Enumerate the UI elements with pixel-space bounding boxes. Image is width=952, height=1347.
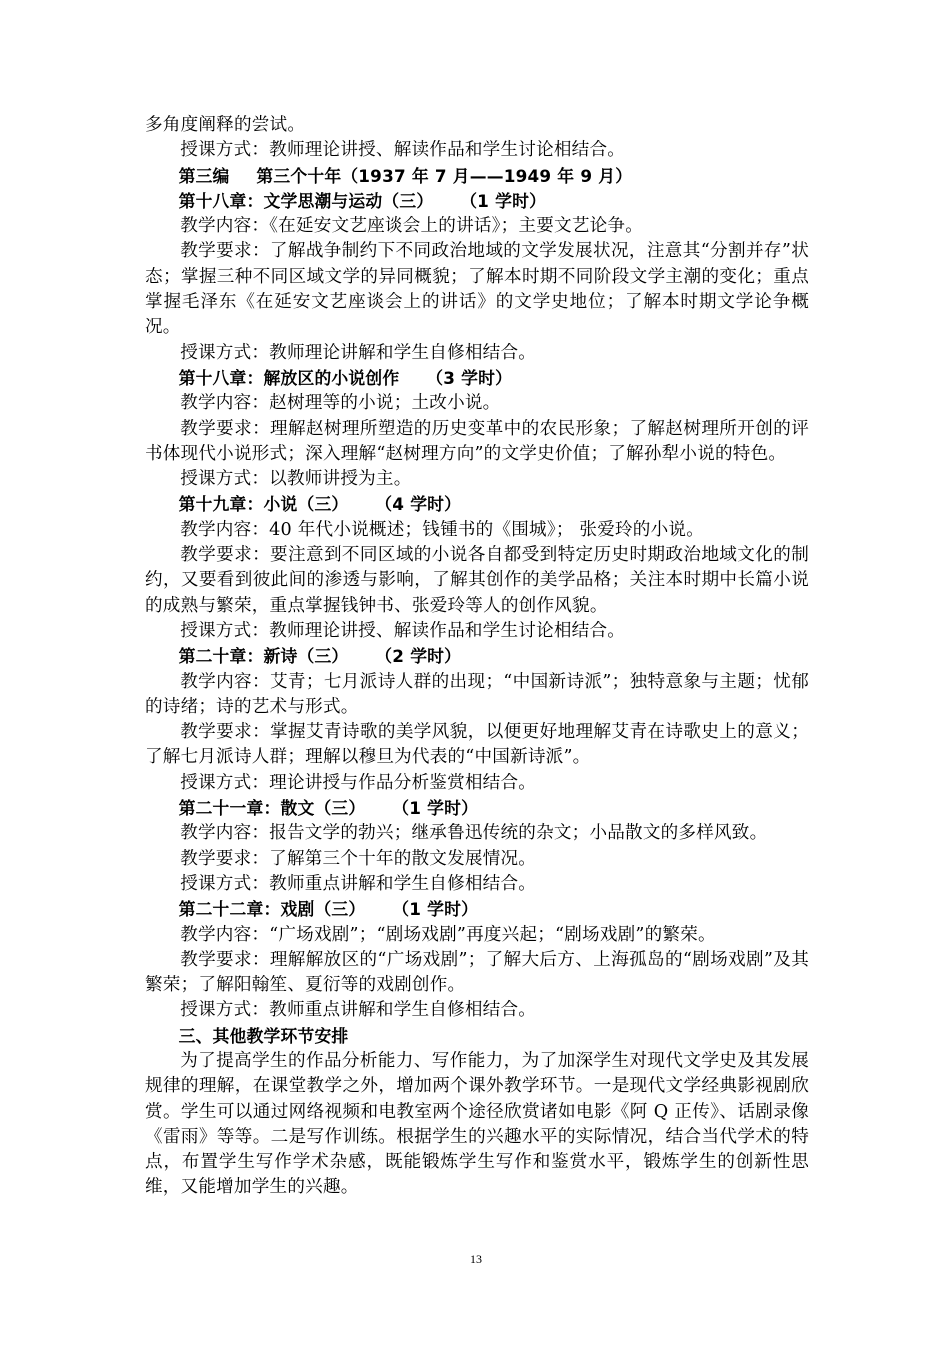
section-heading xyxy=(145,897,809,922)
heading-detail: 第三个十年（1937 年 7 月——1949 年 9 月） xyxy=(256,165,633,186)
heading-detail: （4 学时） xyxy=(375,494,462,515)
heading-detail: （1 学时） xyxy=(460,190,547,211)
heading-title: 第十八章：解放区的小说创作 xyxy=(178,367,400,388)
body-paragraph: 授课方式：教师理论讲授、解读作品和学生讨论相结合。 xyxy=(180,620,626,641)
heading-title: 第三编 xyxy=(178,165,230,186)
section-heading xyxy=(145,1024,809,1049)
page-number: 13 xyxy=(470,1252,482,1266)
body-paragraph: 教学内容：报告文学的勃兴；继承鲁迅传统的杂文；小品散文的多样风致。 xyxy=(180,823,768,844)
body-paragraph: 教学内容：“广场戏剧”；“剧场戏剧”再度兴起；“剧场戏剧”的繁荣。 xyxy=(180,924,716,945)
heading-detail: （1 学时） xyxy=(392,798,479,819)
section-heading xyxy=(145,492,809,517)
section-heading xyxy=(145,164,809,189)
body-paragraph: 多角度阐释的尝试。 xyxy=(145,115,306,135)
body-paragraph: 教学要求：了解第三个十年的散文发展情况。 xyxy=(180,848,537,869)
body-paragraph: 授课方式：教师重点讲解和学生自修相结合。 xyxy=(180,873,537,894)
section-heading xyxy=(145,644,809,669)
body-paragraph: 教学要求：理解解放区的“广场戏剧”；了解大后方、上海孤岛的“剧场戏剧”及其繁荣；了解阳翰笙、夏衍等的戏剧创作。 xyxy=(145,949,809,996)
heading-title: 第二十一章：散文（三） xyxy=(178,798,366,819)
body-paragraph: 教学要求：掌握艾青诗歌的美学风貌，以便更好地理解艾青在诗歌史上的意义；了解七月派诗人群；理解以穆旦为代表的“中国新诗派”。 xyxy=(145,722,809,768)
body-paragraph: 授课方式：教师理论讲授、解读作品和学生讨论相结合。 xyxy=(180,140,626,161)
heading-title: 第二十章：新诗（三） xyxy=(178,646,349,667)
body-paragraph: 教学内容：艾青；七月派诗人群的出现；“中国新诗派”；独特意象与主题；忧郁的诗绪；诗的艺术与形式。 xyxy=(145,671,809,717)
body-paragraph: 教学内容：《在延安文艺座谈会上的讲话》；主要文艺论争。 xyxy=(180,216,644,237)
heading-title: 第二十二章：戏剧（三） xyxy=(178,899,366,920)
body-paragraph: 教学内容：40 年代小说概述；钱锺书的《围城》； 张爱玲的小说。 xyxy=(180,519,704,540)
body-paragraph: 授课方式：以教师讲授为主。 xyxy=(180,469,412,490)
body-paragraph: 授课方式：教师理论讲解和学生自修相结合。 xyxy=(180,342,537,363)
heading-title: 第十九章：小说（三） xyxy=(178,494,349,515)
heading-detail: （3 学时） xyxy=(426,367,513,388)
section-heading xyxy=(145,366,809,391)
heading-title: 三、其他教学环节安排 xyxy=(178,1025,349,1046)
body-paragraph: 教学内容：赵树理等的小说；土改小说。 xyxy=(180,393,501,414)
body-paragraph: 教学要求：要注意到不同区域的小说各自都受到特定历史时期政治地域文化的制约，又要看到彼此间的渗透与影响，了解其创作的美学品格；关注本时期中长篇小说的成熟与繁荣，重点掌握钱钟书、张爱玲等人的创作风貌。 xyxy=(145,545,809,616)
document-body xyxy=(145,113,809,1201)
section-heading xyxy=(145,796,809,821)
heading-title: 第十八章：文学思潮与运动（三） xyxy=(178,190,434,211)
body-paragraph: 教学要求：了解战争制约下不同政治地域的文学发展状况，注意其“分割并存”状态；掌握三种不同区域文学的异同概貌；了解本时期不同阶段文学主潮的变化；重点掌握毛泽东《在延安文艺座谈会上的讲话》的文学史地位；了解本时期文学论争概况。 xyxy=(145,241,809,338)
body-paragraph: 教学要求：理解赵树理所塑造的历史变革中的农民形象；了解赵树理所开创的评书体现代小说形式；深入理解“赵树理方向”的文学史价值；了解孙犁小说的特色。 xyxy=(145,418,809,464)
body-paragraph: 授课方式：教师重点讲解和学生自修相结合。 xyxy=(180,1000,537,1021)
heading-detail: （2 学时） xyxy=(375,646,462,667)
section-heading xyxy=(145,189,809,214)
heading-detail: （1 学时） xyxy=(392,899,479,920)
body-paragraph: 为了提高学生的作品分析能力、写作能力，为了加深学生对现代文学史及其发展规律的理解，在课堂教学之外，增加两个课外教学环节。一是现代文学经典影视剧欣赏。学生可以通过网络视频和电教室两个途径欣赏诸如电影《阿 Q 正传》、话剧录像《雷雨》等等。二是写作训练。根据学生的兴趣水平的实际情况，结合当代学术的特点，布置学生写作学术杂感，既能锻炼学生写作和鉴赏水平，锻炼学生的创新性思维，又能增加学生的兴趣。 xyxy=(145,1050,809,1198)
body-paragraph: 授课方式：理论讲授与作品分析鉴赏相结合。 xyxy=(180,772,537,793)
